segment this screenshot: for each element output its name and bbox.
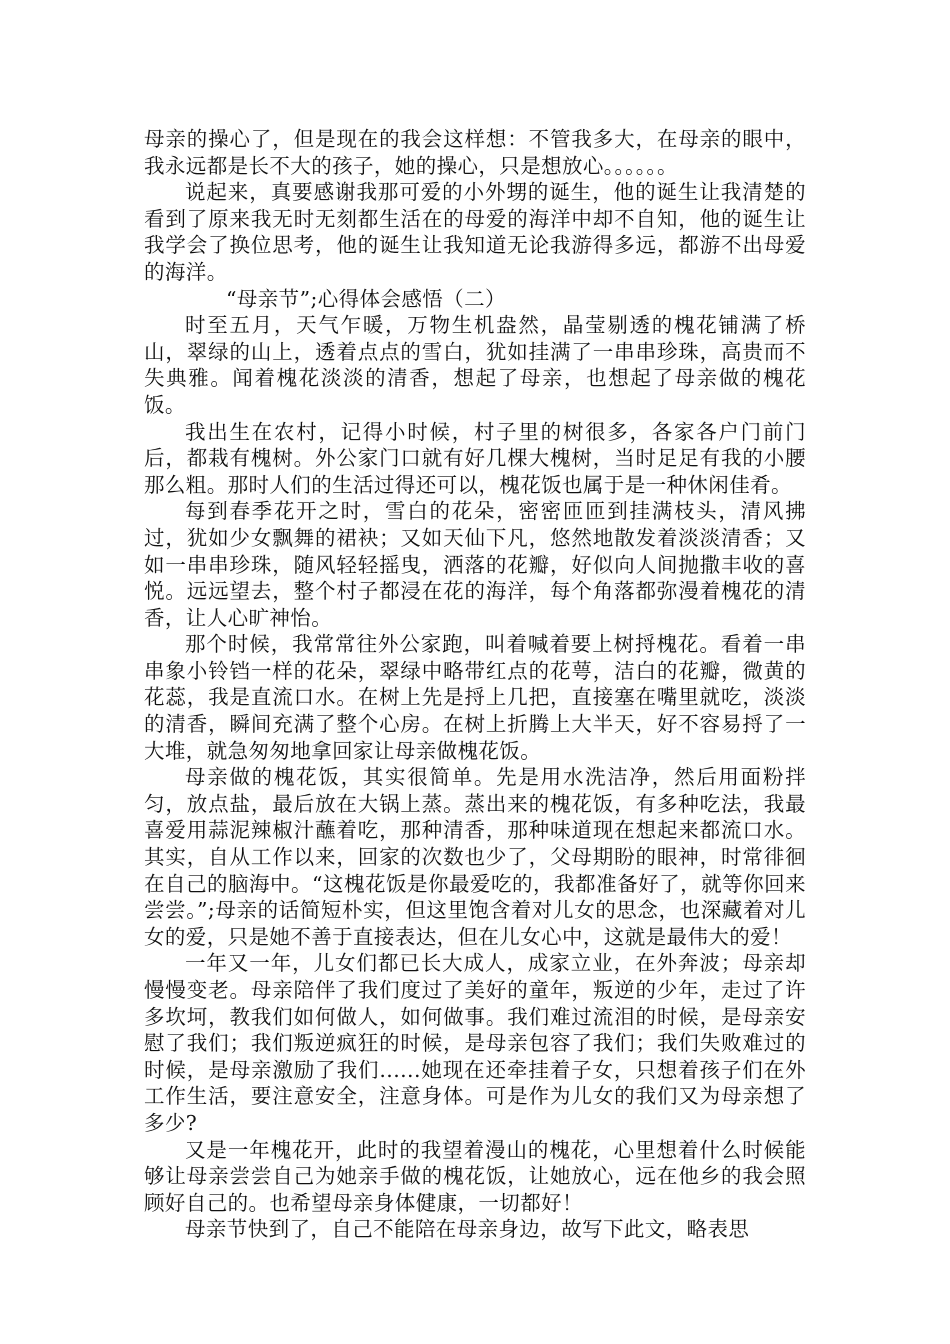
paragraph-nephew: 说起来，真要感谢我那可爱的小外甥的诞生，他的诞生让我清楚的看到了原来我无时无刻都生活在的母爱的海洋中却不自知，他的诞生让我学会了换位思考，他的诞生让我知道无论我游得多远，都游不出母爱的海洋。: [144, 180, 806, 284]
document-page: [144, 126, 806, 1243]
paragraph-years: 一年又一年，儿女们都已长大成人，成家立业，在外奔波；母亲却慢慢变老。母亲陪伴了我们度过了美好的童年，叛逆的少年，走过了许多坎坷，教我们如何做人，如何做事。我们难过流泪的时候，是母亲安慰了我们；我们叛逆疯狂的时候，是母亲包容了我们；我们失败难过的时候，是母亲激励了我们......她现在还牵挂着子女，只想着孩子们在外工作生活，要注意安全，注意身体。可是作为儿女的我们又为母亲想了多少?: [144, 951, 806, 1135]
section-heading: “母亲节”;心得体会感悟（二）: [226, 286, 506, 311]
paragraph-bloom: 又是一年槐花开，此时的我望着漫山的槐花，心里想着什么时候能够让母亲尝尝自己为她亲手做的槐花饭，让她放心，远在他乡的我会照顾好自己的。也希望母亲身体健康，一切都好！: [144, 1137, 806, 1215]
paragraph-may: 时至五月，天气乍暖，万物生机盎然，晶莹剔透的槐花铺满了桥山，翠绿的山上，透着点点的雪白，犹如挂满了一串串珍珠，高贵而不失典雅。闻着槐花淡淡的清香，想起了母亲，也想起了母亲做的槐花饭。: [144, 313, 806, 417]
paragraph-closing: 母亲节快到了，自己不能陪在母亲身边，故写下此文，略表思: [185, 1217, 750, 1242]
paragraph-spring: 每到春季花开之时，雪白的花朵，密密匝匝到挂满枝头，清风拂过，犹如少女飘舞的裙袂；又如天仙下凡，悠然地散发着淡淡清香；又如一串串珍珠，随风轻轻摇曳，洒落的花瓣，好似向人间抛撒丰收的喜悦。远远望去，整个村子都浸在花的海洋，每个角落都弥漫着槐花的清香，让人心旷神怡。: [144, 499, 806, 630]
paragraph-picking: 那个时候，我常常往外公家跑，叫着喊着要上树捋槐花。看着一串串象小铃铛一样的花朵，翠绿中略带红点的花萼，洁白的花瓣，微黄的花蕊，我是直流口水。在树上先是捋上几把，直接塞在嘴里就吃，淡淡的清香，瞬间充满了整个心房。在树上折腾上大半天，好不容易捋了一大堆，就急匆匆地拿回家让母亲做槐花饭。: [144, 632, 806, 763]
paragraph-cooking: 母亲做的槐花饭，其实很简单。先是用水洗洁净，然后用面粉拌匀，放点盐，最后放在大锅上蒸。蒸出来的槐花饭，有多种吃法，我最喜爱用蒜泥辣椒汁蘸着吃，那种清香，那种味道现在想起来都流口水。其实，自从工作以来，回家的次数也少了，父母期盼的眼神，时常徘徊在自己的脑海中。“这槐花饭是你最爱吃的，我都准备好了，就等你回来尝尝。”;母亲的话简短朴实，但这里饱含着对儿女的思念，也深藏着对儿女的爱，只是她不善于直接表达，但在儿女心中，这就是最伟大的爱！: [144, 765, 806, 949]
paragraph-continuation: 母亲的操心了，但是现在的我会这样想：不管我多大，在母亲的眼中，我永远都是长不大的孩子，她的操心，只是想放心。。。。。。: [144, 127, 806, 178]
paragraph-village: 我出生在农村，记得小时候，村子里的树很多，各家各户门前门后，都栽有槐树。外公家门口就有好几棵大槐树，当时足足有我的小腰那么粗。那时人们的生活过得还可以，槐花饭也属于是一种休闲佳肴。: [144, 419, 806, 497]
